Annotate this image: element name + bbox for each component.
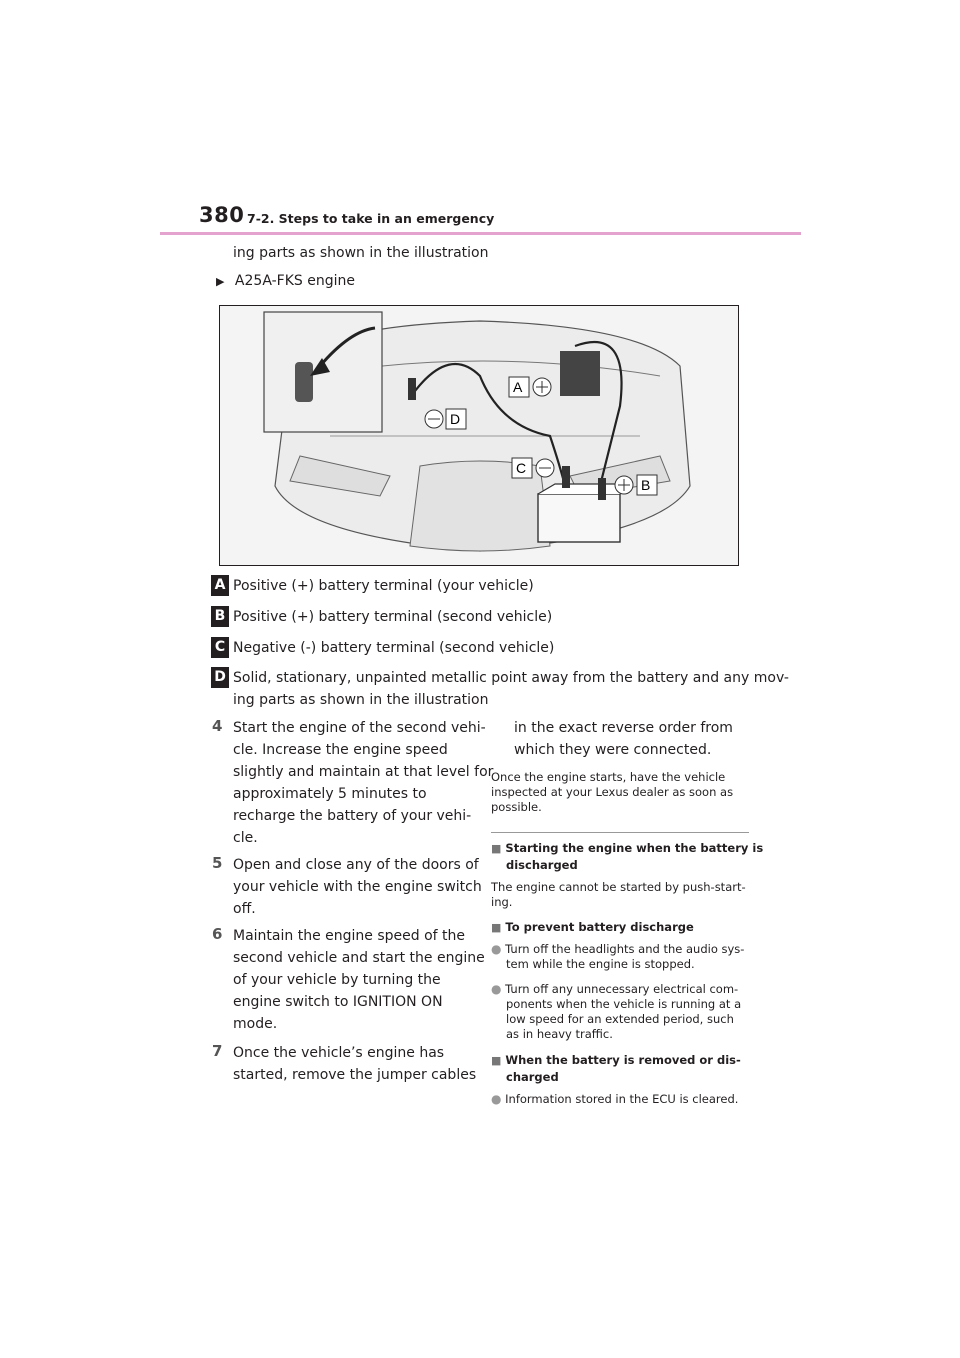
bullet-line: Turn off the headlights and the audio sys- — [505, 942, 745, 956]
step-line: off. — [233, 901, 256, 917]
clamp-d — [408, 378, 416, 400]
circle-bullet-icon: ● — [491, 1092, 502, 1106]
head-line: To prevent battery discharge — [505, 920, 694, 934]
jump-start-diagram — [220, 306, 738, 565]
step-line: Open and close any of the doors of — [233, 857, 479, 873]
dealer-note — [491, 770, 733, 815]
step-line: cle. — [233, 830, 258, 846]
step-line: slightly and maintain at that level for — [233, 764, 494, 780]
section-head-prevent — [491, 919, 694, 936]
square-bullet-icon: ■ — [491, 921, 502, 934]
callout-b: B — [641, 477, 651, 493]
clamp-b — [598, 478, 606, 500]
circle-bullet-icon: ● — [491, 982, 502, 996]
step-7-text — [233, 1042, 476, 1086]
legend-text-b: Positive (+) battery terminal (second vehicle) — [233, 609, 553, 625]
step-line: Once the vehicle’s engine has — [233, 1045, 445, 1061]
head-line: When the battery is removed or dis- — [505, 1053, 741, 1067]
triangle-icon: ▶ — [216, 275, 225, 288]
step-4-number: 4 — [212, 717, 223, 735]
legend-letter-d: D — [211, 667, 229, 688]
step-line: which they were connected. — [514, 742, 712, 758]
step-line: recharge the battery of your vehi- — [233, 808, 472, 824]
step-line: in the exact reverse order from — [514, 720, 733, 736]
step-line: engine switch to IGNITION ON — [233, 994, 443, 1010]
bullet-line: Information stored in the ECU is cleared. — [505, 1092, 739, 1106]
push-start-note — [491, 880, 746, 910]
callout-c: C — [516, 460, 527, 476]
header-rule — [160, 232, 801, 235]
note-line: inspected at your Lexus dealer as soon as — [491, 785, 734, 799]
vehicle-battery — [560, 351, 600, 396]
legend-text-a: Positive (+) battery terminal (your vehicle) — [233, 578, 534, 594]
bullet-headlights — [491, 942, 744, 972]
body-line: ing. — [491, 895, 513, 909]
legend-letter-b: B — [211, 606, 229, 627]
section-head-discharged — [491, 840, 763, 873]
step-line: second vehicle and start the engine — [233, 950, 485, 966]
legend-letter-a: A — [211, 575, 229, 596]
engine-heading-text: A25A-FKS engine — [234, 273, 355, 289]
callout-d: D — [450, 411, 461, 427]
section-head-removed — [491, 1052, 741, 1085]
step-6-number: 6 — [212, 925, 223, 943]
clamp-c — [562, 466, 570, 488]
callout-a: A — [513, 379, 523, 395]
square-bullet-icon: ■ — [491, 842, 502, 855]
note-line: possible. — [491, 800, 542, 814]
engine-illustration — [219, 305, 739, 566]
page-number: 380 — [199, 203, 245, 227]
step-line: cle. Increase the engine speed — [233, 742, 448, 758]
step-line: Maintain the engine speed of the — [233, 928, 465, 944]
step-6-text — [233, 925, 485, 1035]
step-5-number: 5 — [212, 854, 223, 872]
step-line: Start the engine of the second vehi- — [233, 720, 486, 736]
ground-bolt — [295, 362, 313, 402]
legend-letter-c: C — [211, 637, 229, 658]
note-line: Once the engine starts, have the vehicle — [491, 770, 726, 784]
step-line: mode. — [233, 1016, 278, 1032]
bullet-line: as in heavy traffic. — [506, 1027, 613, 1041]
circle-bullet-icon: ● — [491, 942, 502, 956]
bullet-components — [491, 982, 741, 1042]
legend-text-d — [233, 667, 789, 711]
step-line: of your vehicle by turning the — [233, 972, 441, 988]
continued-text: ing parts as shown in the illustration — [233, 245, 489, 261]
square-bullet-icon: ■ — [491, 1054, 502, 1067]
head-line: charged — [506, 1070, 559, 1084]
legend-text-d-line2: ing parts as shown in the illustration — [233, 692, 489, 708]
body-line: The engine cannot be started by push-start- — [491, 880, 746, 894]
step-7-number: 7 — [212, 1042, 223, 1060]
section-title: 7-2. Steps to take in an emergency — [247, 211, 495, 226]
step-line: approximately 5 minutes to — [233, 786, 427, 802]
bullet-line: Turn off any unnecessary electrical com- — [505, 982, 739, 996]
step-line: started, remove the jumper cables — [233, 1067, 477, 1083]
second-battery — [538, 494, 620, 542]
divider — [491, 832, 749, 833]
step-7-continued — [514, 717, 733, 761]
head-line: Starting the engine when the battery is — [505, 841, 764, 855]
legend-text-d-line1: Solid, stationary, unpainted metallic point away from the battery and any mov- — [233, 670, 789, 686]
bullet-line: ponents when the vehicle is running at a — [506, 997, 742, 1011]
bullet-line: low speed for an extended period, such — [506, 1012, 734, 1026]
step-line: your vehicle with the engine switch — [233, 879, 482, 895]
head-line: discharged — [506, 858, 578, 872]
bullet-line: tem while the engine is stopped. — [506, 957, 695, 971]
legend-text-c: Negative (-) battery terminal (second vehicle) — [233, 640, 555, 656]
engine-heading — [216, 270, 355, 293]
bullet-ecu — [491, 1092, 738, 1107]
step-5-text — [233, 854, 482, 920]
step-4-text — [233, 717, 493, 849]
